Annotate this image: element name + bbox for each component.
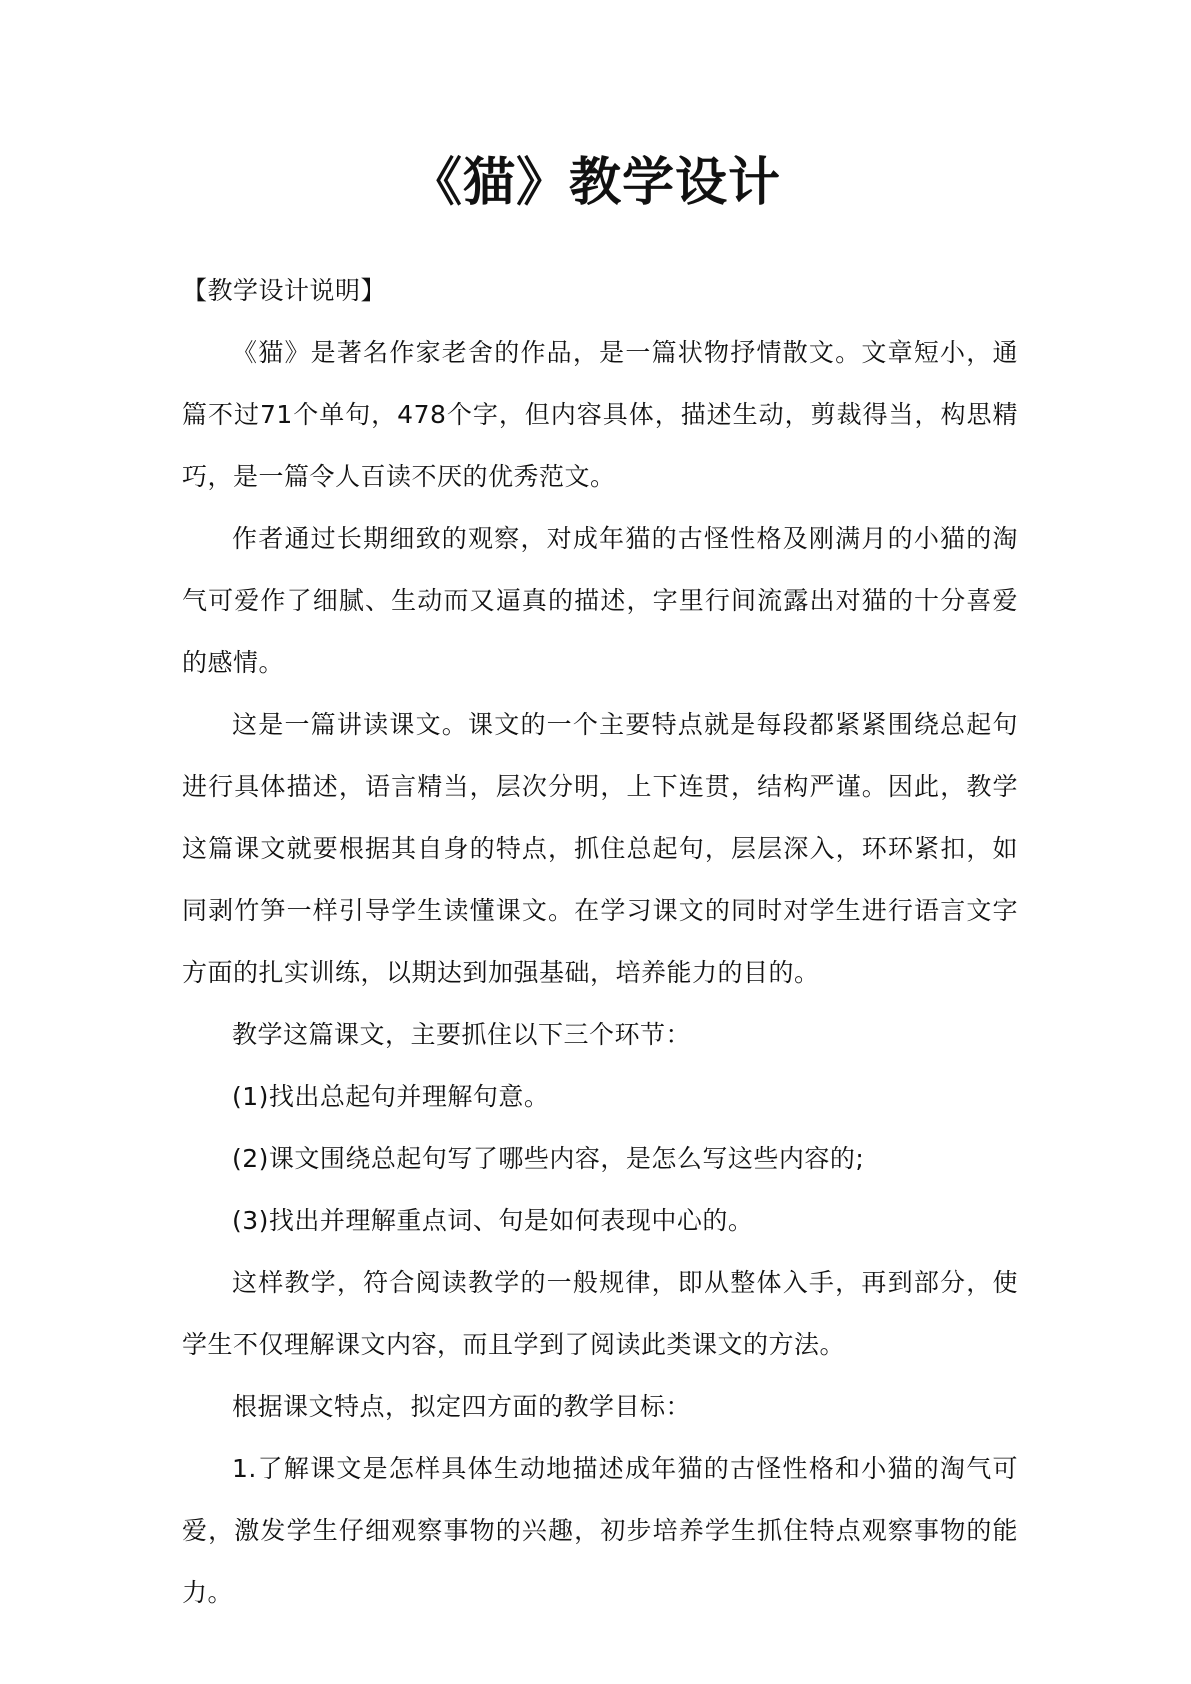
list-item-step-1: (1)找出总起句并理解句意。 — [232, 1082, 550, 1111]
page-title: 《猫》教学设计 — [409, 152, 781, 213]
paragraph-intro: 《猫》是著名作家老舍的作品，是一篇状物抒情散文。文章短小，通篇不过71个单句，478个字，但内容具体，描述生动，剪裁得当，构思精巧，是一篇令人百读不厌的优秀范文。 — [182, 338, 1018, 491]
paragraph-goals-intro: 根据课文特点，拟定四方面的教学目标： — [232, 1392, 692, 1421]
paragraph-three-steps-intro: 教学这篇课文，主要抓住以下三个环节： — [232, 1020, 692, 1049]
list-item-step-2: (2)课文围绕总起句写了哪些内容，是怎么写这些内容的; — [232, 1144, 865, 1173]
paragraph-lesson-features: 这是一篇讲读课文。课文的一个主要特点就是每段都紧紧围绕总起句进行具体描述，语言精当，层次分明，上下连贯，结构严谨。因此，教学这篇课文就要根据其自身的特点，抓住总起句，层层深入，环环紧扣，如同剥竹笋一样引导学生读懂课文。在学习课文的同时对学生进行语言文字方面的扎实训练，以期达到加强基础，培养能力的目的。 — [182, 710, 1018, 987]
paragraph-observation: 作者通过长期细致的观察，对成年猫的古怪性格及刚满月的小猫的淘气可爱作了细腻、生动而又逼真的描述，字里行间流露出对猫的十分喜爱的感情。 — [182, 524, 1018, 677]
paragraph-teaching-rationale: 这样教学，符合阅读教学的一般规律，即从整体入手，再到部分，使学生不仅理解课文内容，而且学到了阅读此类课文的方法。 — [182, 1268, 1018, 1359]
list-item-goal-1: 1.了解课文是怎样具体生动地描述成年猫的古怪性格和小猫的淘气可爱，激发学生仔细观察事物的兴趣，初步培养学生抓住特点观察事物的能力。 — [182, 1454, 1018, 1607]
section-heading: 【教学设计说明】 — [182, 276, 387, 305]
list-item-step-3: (3)找出并理解重点词、句是如何表现中心的。 — [232, 1206, 754, 1235]
document-body — [182, 260, 1018, 1624]
